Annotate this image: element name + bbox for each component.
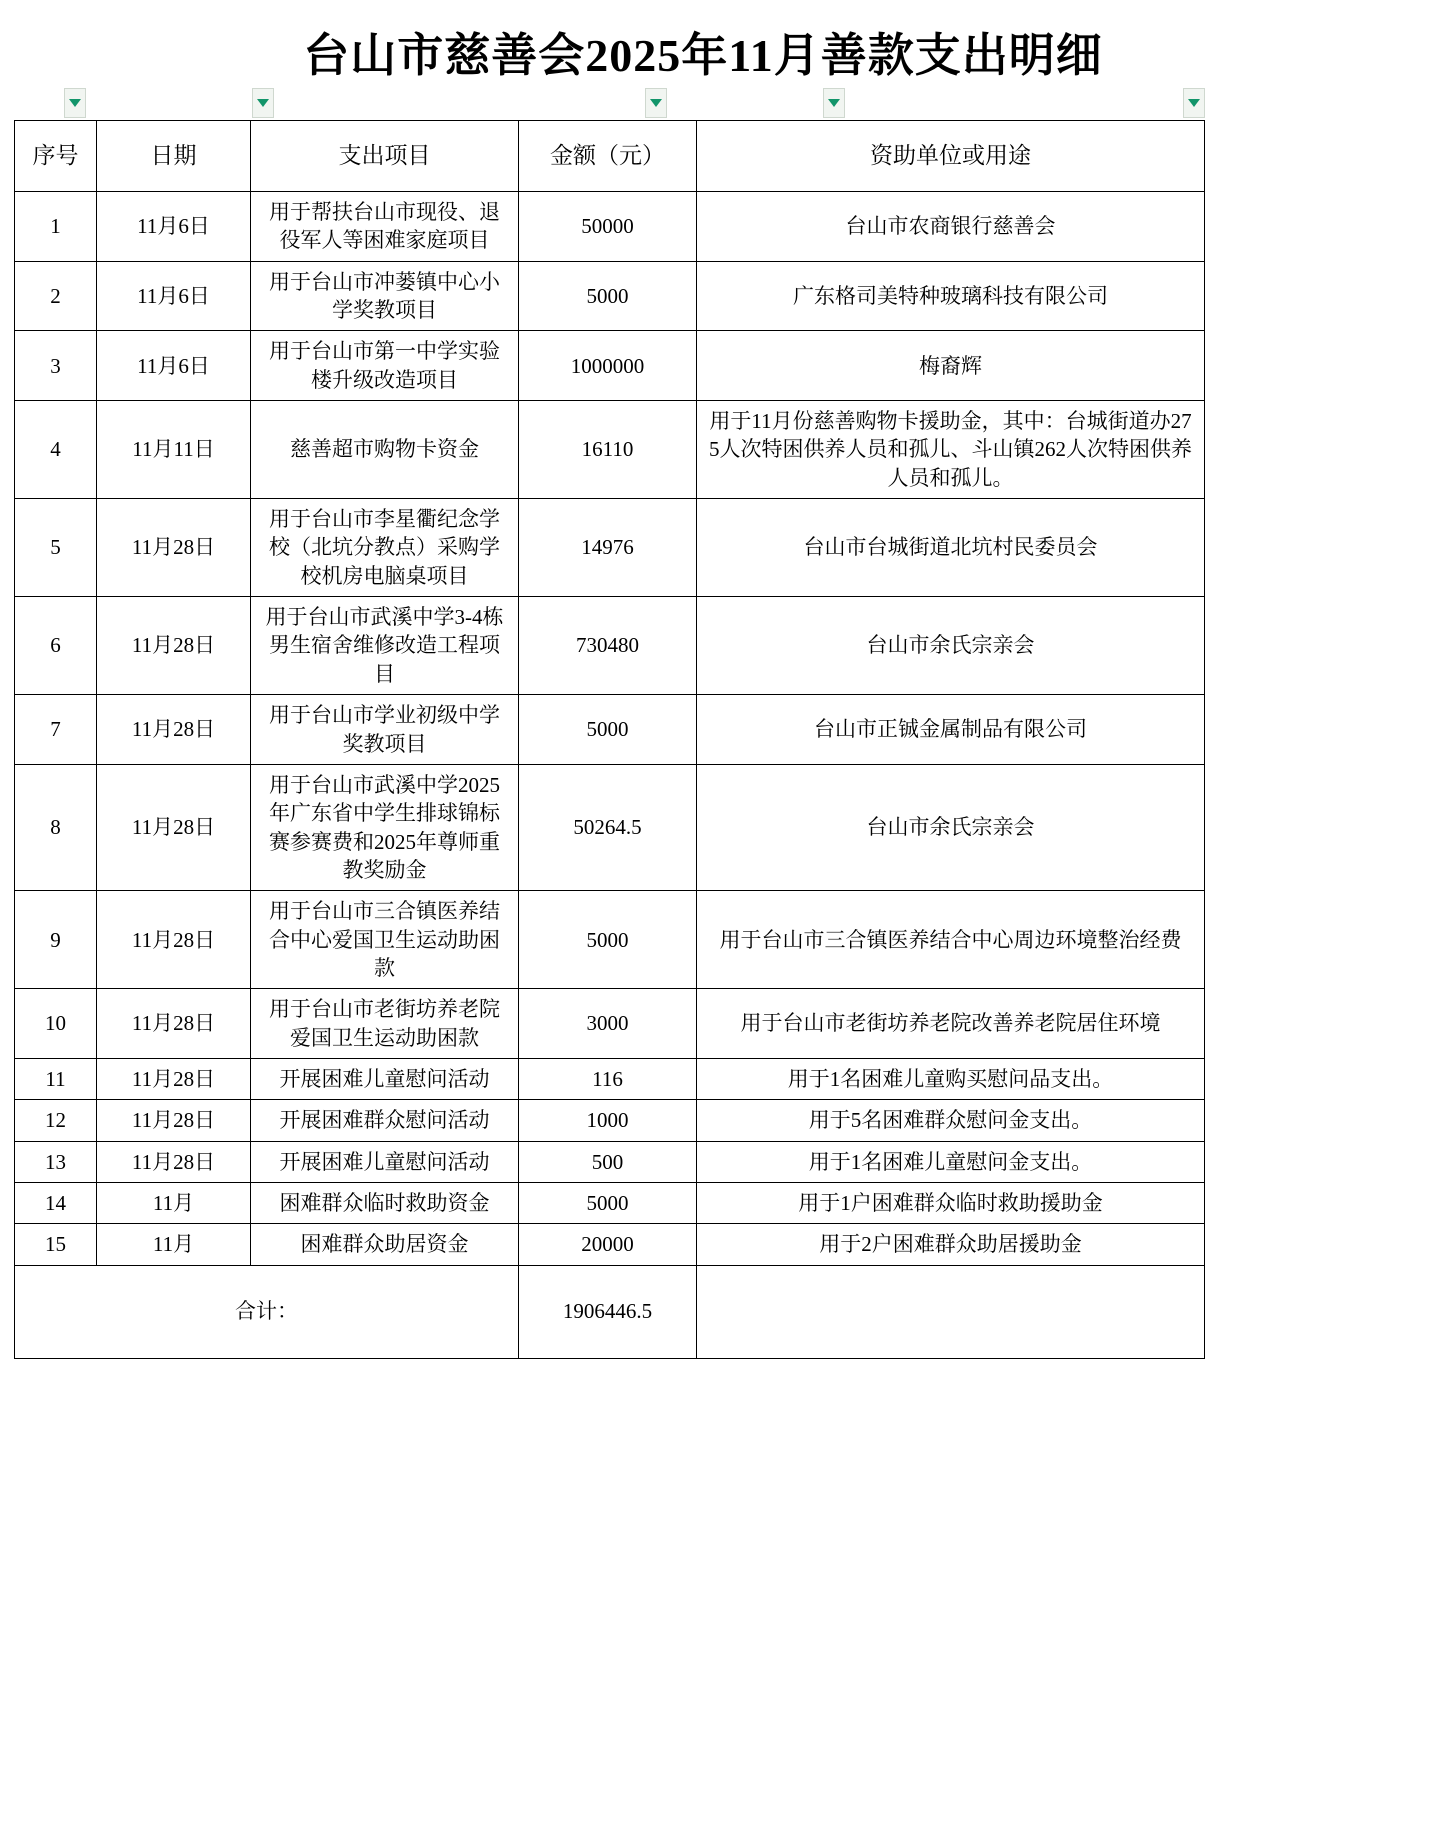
cell-amount: 50264.5: [519, 764, 697, 890]
chevron-down-icon: [1188, 99, 1200, 107]
table-row: [15, 1058, 1205, 1099]
total-amount: 1906446.5: [519, 1265, 697, 1358]
chevron-down-icon: [828, 99, 840, 107]
table-header-row: [15, 121, 1205, 192]
cell-use: 台山市正铖金属制品有限公司: [697, 695, 1205, 765]
column-header-use: 资助单位或用途: [697, 121, 1205, 192]
table-row: [15, 261, 1205, 331]
cell-item: 用于台山市学业初级中学奖教项目: [251, 695, 519, 765]
cell-item: 用于台山市武溪中学3-4栋男生宿舍维修改造工程项目: [251, 597, 519, 695]
cell-item: 用于台山市三合镇医养结合中心爱国卫生运动助困款: [251, 891, 519, 989]
cell-date: 11月28日: [97, 764, 251, 890]
table-row: [15, 695, 1205, 765]
cell-no: 10: [15, 989, 97, 1059]
table-row: [15, 401, 1205, 499]
cell-use: 梅裔辉: [697, 331, 1205, 401]
filter-dropdown-item[interactable]: [645, 88, 667, 118]
cell-item: 慈善超市购物卡资金: [251, 401, 519, 499]
cell-amount: 14976: [519, 499, 697, 597]
cell-no: 8: [15, 764, 97, 890]
cell-amount: 5000: [519, 261, 697, 331]
cell-item: 困难群众助居资金: [251, 1224, 519, 1265]
cell-item: 用于台山市老街坊养老院爱国卫生运动助困款: [251, 989, 519, 1059]
cell-use: 用于台山市三合镇医养结合中心周边环境整治经费: [697, 891, 1205, 989]
cell-use: 用于2户困难群众助居援助金: [697, 1224, 1205, 1265]
cell-date: 11月: [97, 1224, 251, 1265]
cell-date: 11月28日: [97, 695, 251, 765]
cell-use: 用于1户困难群众临时救助援助金: [697, 1182, 1205, 1223]
cell-use: 台山市台城街道北坑村民委员会: [697, 499, 1205, 597]
cell-amount: 116: [519, 1058, 697, 1099]
table-row: [15, 331, 1205, 401]
title-band: [0, 0, 1430, 88]
cell-item: 用于台山市第一中学实验楼升级改造项目: [251, 331, 519, 401]
cell-item: 困难群众临时救助资金: [251, 1182, 519, 1223]
table-row: [15, 989, 1205, 1059]
cell-amount: 730480: [519, 597, 697, 695]
cell-amount: 500: [519, 1141, 697, 1182]
cell-amount: 5000: [519, 695, 697, 765]
table-row: [15, 764, 1205, 890]
cell-use: 用于1名困难儿童购买慰问品支出。: [697, 1058, 1205, 1099]
chevron-down-icon: [69, 99, 81, 107]
column-header-amount: 金额（元）: [519, 121, 697, 192]
cell-amount: 5000: [519, 891, 697, 989]
cell-no: 6: [15, 597, 97, 695]
table-row: [15, 891, 1205, 989]
cell-item: 开展困难群众慰问活动: [251, 1100, 519, 1141]
filter-dropdown-amount[interactable]: [823, 88, 845, 118]
cell-amount: 1000: [519, 1100, 697, 1141]
cell-item: 开展困难儿童慰问活动: [251, 1058, 519, 1099]
cell-item: 开展困难儿童慰问活动: [251, 1141, 519, 1182]
cell-no: 1: [15, 192, 97, 262]
chevron-down-icon: [650, 99, 662, 107]
total-label: 合计：: [15, 1265, 519, 1358]
cell-item: 用于帮扶台山市现役、退役军人等困难家庭项目: [251, 192, 519, 262]
cell-amount: 1000000: [519, 331, 697, 401]
cell-date: 11月28日: [97, 1100, 251, 1141]
autofilter-strip: [0, 88, 1430, 120]
cell-item: 用于台山市李星衢纪念学校（北坑分教点）采购学校机房电脑桌项目: [251, 499, 519, 597]
cell-date: 11月28日: [97, 1141, 251, 1182]
cell-use: 用于台山市老街坊养老院改善养老院居住环境: [697, 989, 1205, 1059]
cell-date: 11月: [97, 1182, 251, 1223]
column-header-item: 支出项目: [251, 121, 519, 192]
cell-no: 11: [15, 1058, 97, 1099]
column-header-no: 序号: [15, 121, 97, 192]
cell-use: 广东格司美特种玻璃科技有限公司: [697, 261, 1205, 331]
cell-no: 15: [15, 1224, 97, 1265]
cell-use: 用于1名困难儿童慰问金支出。: [697, 1141, 1205, 1182]
cell-date: 11月6日: [97, 192, 251, 262]
cell-item: 用于台山市武溪中学2025年广东省中学生排球锦标赛参赛费和2025年尊师重教奖励金: [251, 764, 519, 890]
table-row: [15, 597, 1205, 695]
cell-use: 用于5名困难群众慰问金支出。: [697, 1100, 1205, 1141]
column-header-date: 日期: [97, 121, 251, 192]
cell-amount: 20000: [519, 1224, 697, 1265]
cell-no: 4: [15, 401, 97, 499]
cell-date: 11月6日: [97, 331, 251, 401]
chevron-down-icon: [257, 99, 269, 107]
cell-use: 用于11月份慈善购物卡援助金，其中：台城街道办275人次特困供养人员和孤儿、斗山镇262人次特困供养人员和孤儿。: [697, 401, 1205, 499]
cell-use: 台山市农商银行慈善会: [697, 192, 1205, 262]
cell-date: 11月28日: [97, 891, 251, 989]
table-body: [15, 192, 1205, 1266]
cell-date: 11月28日: [97, 989, 251, 1059]
cell-no: 13: [15, 1141, 97, 1182]
cell-no: 7: [15, 695, 97, 765]
table-row: [15, 1100, 1205, 1141]
cell-date: 11月28日: [97, 597, 251, 695]
filter-dropdown-use[interactable]: [1183, 88, 1205, 118]
table-row: [15, 1224, 1205, 1265]
cell-amount: 3000: [519, 989, 697, 1059]
filter-dropdown-no[interactable]: [64, 88, 86, 118]
cell-use: 台山市余氏宗亲会: [697, 597, 1205, 695]
cell-no: 3: [15, 331, 97, 401]
cell-date: 11月28日: [97, 1058, 251, 1099]
filter-dropdown-date[interactable]: [252, 88, 274, 118]
cell-no: 9: [15, 891, 97, 989]
cell-date: 11月11日: [97, 401, 251, 499]
cell-amount: 16110: [519, 401, 697, 499]
table-row: [15, 1182, 1205, 1223]
cell-no: 2: [15, 261, 97, 331]
cell-amount: 50000: [519, 192, 697, 262]
total-row: [15, 1265, 1205, 1358]
expenditure-table: [14, 120, 1205, 1359]
cell-date: 11月28日: [97, 499, 251, 597]
total-use: [697, 1265, 1205, 1358]
cell-use: 台山市余氏宗亲会: [697, 764, 1205, 890]
page-title: 台山市慈善会2025年11月善款支出明细: [303, 30, 1103, 81]
cell-no: 14: [15, 1182, 97, 1223]
table-row: [15, 192, 1205, 262]
table-row: [15, 1141, 1205, 1182]
cell-date: 11月6日: [97, 261, 251, 331]
cell-no: 5: [15, 499, 97, 597]
cell-amount: 5000: [519, 1182, 697, 1223]
table-row: [15, 499, 1205, 597]
cell-no: 12: [15, 1100, 97, 1141]
cell-item: 用于台山市冲蒌镇中心小学奖教项目: [251, 261, 519, 331]
